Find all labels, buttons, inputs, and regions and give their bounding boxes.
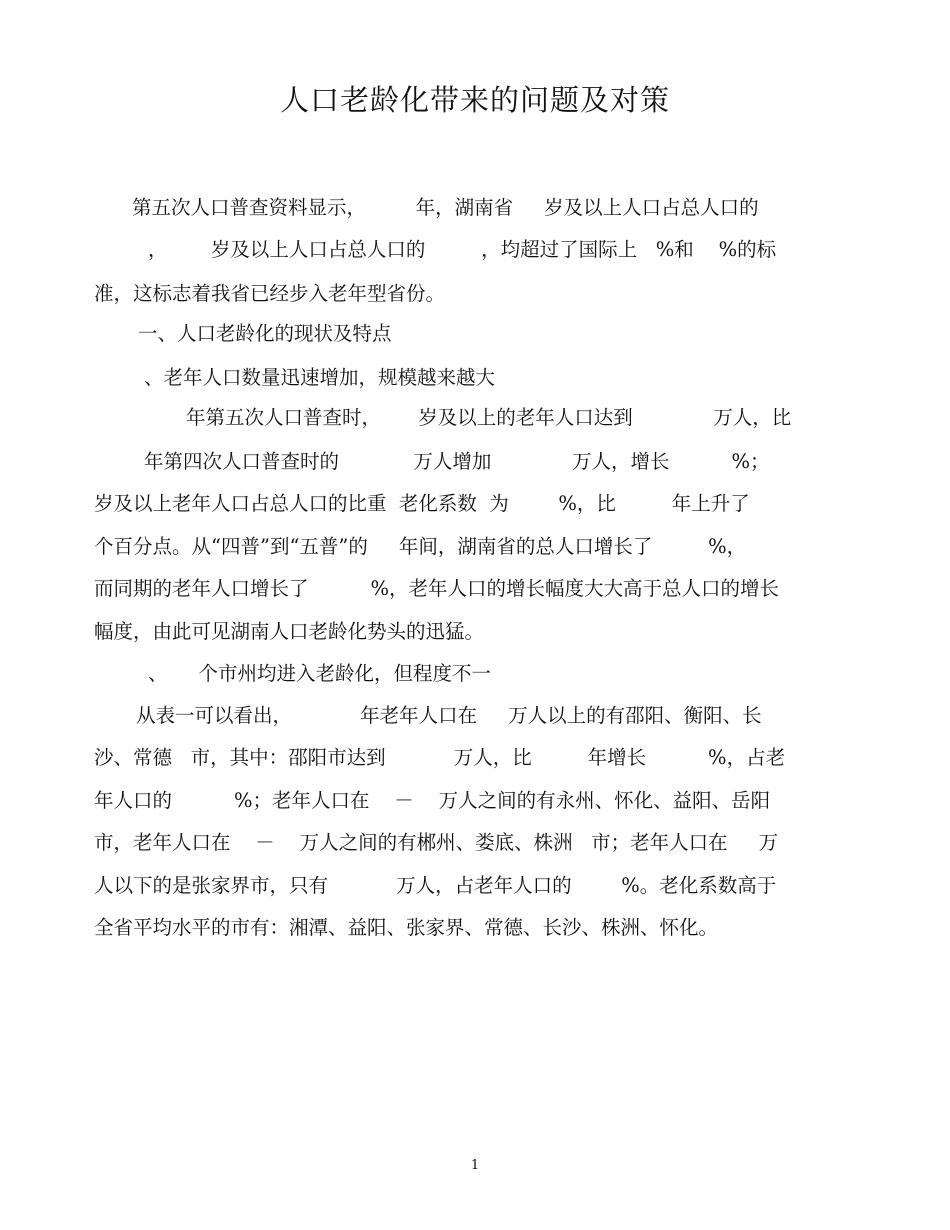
body-text-line-1: 第五次人口普查资料显示， 年，湖南省 岁及以上人口占总人口的 [132, 196, 759, 219]
body-text-line-8: 岁及以上老年人口占总人口的比重 老化系数 为 %，比 年上升了 [94, 492, 750, 515]
body-text-line-3: 准，这标志着我省已经步入老年型省份。 [94, 282, 446, 305]
body-text-line-7: 年第四次人口普查时的 万人增加 万人，增长 %； [144, 450, 770, 473]
body-text-line-16: 市，老年人口在 － 万人之间的有郴州、娄底、株洲 市；老年人口在 万 [94, 831, 779, 854]
page-number: 1 [470, 1158, 480, 1173]
body-text-line-11: 幅度，由此可见湖南人口老龄化势头的迅猛。 [94, 620, 485, 643]
subheading-2: 、 个市州均进入老龄化，但程度不一 [148, 662, 491, 685]
subheading-1: 、老年人口数量迅速增加，规模越来越大 [144, 366, 496, 389]
body-text-line-17: 人以下的是张家界市，只有 万人，占老年人口的 %。老化系数高于 [94, 874, 777, 897]
page-title: 人口老龄化带来的问题及对策 [279, 83, 670, 117]
body-text-line-18: 全省平均水平的市有：湘潭、益阳、张家界、常德、长沙、株洲、怀化。 [94, 916, 719, 939]
body-text-line-14: 沙、常德 市，其中：邵阳市达到 万人，比 年增长 %，占老 [94, 746, 786, 769]
body-text-line-10: 而同期的老年人口增长了 %，老年人口的增长幅度大大高于总人口的增长 [94, 577, 780, 600]
body-text-line-9: 个百分点。从“四普”到“五普”的 年间，湖南省的总人口增长了 %， [94, 535, 747, 558]
section-heading-1: 一、人口老龄化的现状及特点 [138, 322, 392, 345]
body-text-line-15: 年人口的 %；老年人口在 － 万人之间的有永州、怀化、益阳、岳阳 [94, 789, 771, 812]
body-text-line-13: 从表一可以看出， 年老年人口在 万人以上的有邵阳、衡阳、长 [136, 704, 762, 727]
body-text-line-6: 年第五次人口普查时， 岁及以上的老年人口达到 万人，比 [186, 406, 792, 429]
body-text-line-2: ， 岁及以上人口占总人口的 ，均超过了国际上 %和 %的标 [148, 238, 777, 261]
